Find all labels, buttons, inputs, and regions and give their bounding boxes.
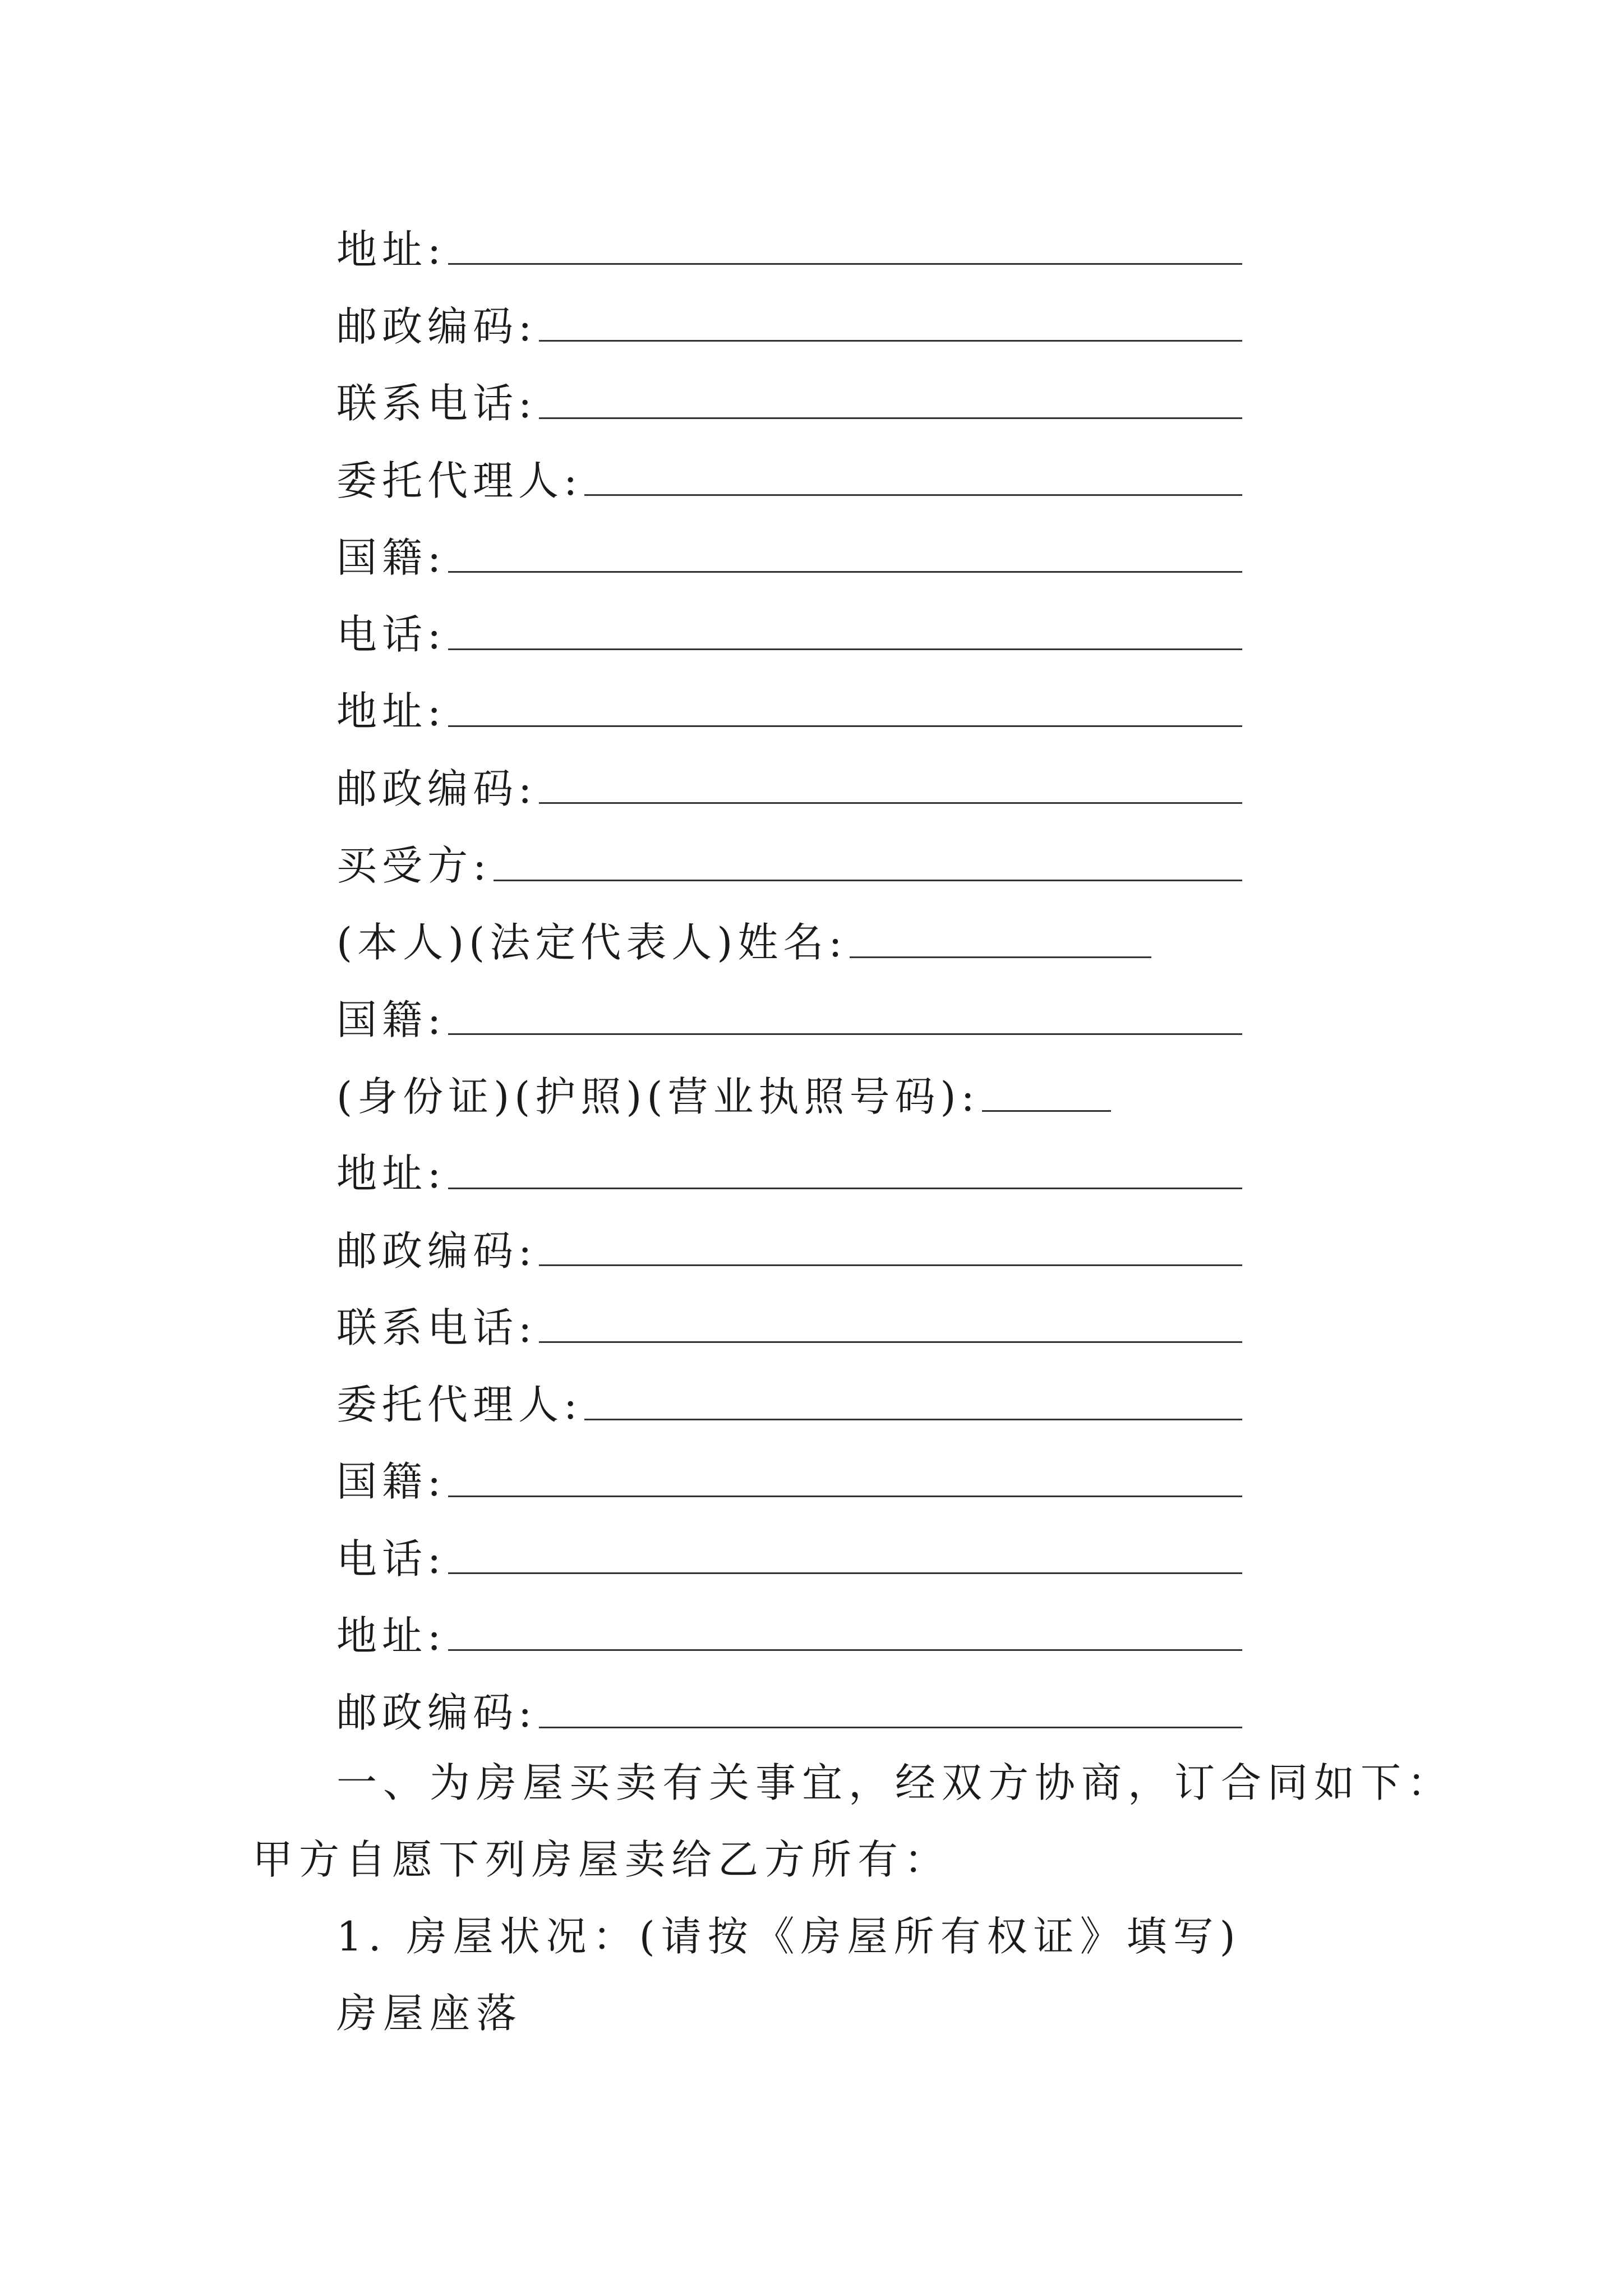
form-field-row (336, 1671, 1242, 1748)
form-field-label: 买受方: (336, 842, 492, 890)
form-field-label: 委托代理人: (336, 1381, 583, 1429)
fill-in-blank-line (539, 1691, 1242, 1728)
clause-intro-line1: 一、为房屋买卖有关事宜，经双方协商，订合同如下： (336, 1759, 1454, 1806)
form-field-label: 委托代理人: (336, 457, 583, 504)
fill-in-blank-line (448, 1613, 1242, 1651)
form-field-label: 邮政编码: (336, 1227, 537, 1274)
form-field-label: 地址: (336, 1150, 446, 1198)
fill-in-blank-line (982, 1074, 1111, 1112)
form-field-row (336, 1055, 1242, 1131)
form-field-row (336, 1132, 1242, 1209)
form-field-label: 邮政编码: (336, 302, 537, 350)
fill-in-blank-line (584, 1383, 1242, 1420)
fill-in-blank-line (539, 1228, 1242, 1266)
form-field-row (336, 516, 1242, 592)
form-field-row (336, 747, 1242, 823)
form-field-list (336, 208, 1242, 1748)
fill-in-blank-line (448, 1536, 1242, 1574)
form-field-row (336, 978, 1242, 1055)
form-field-label: 地址: (336, 226, 446, 273)
fill-in-blank-line (584, 458, 1242, 496)
fill-in-blank-line (539, 304, 1242, 342)
fill-in-blank-line (539, 381, 1242, 419)
form-field-row (336, 284, 1242, 361)
house-location-label: 房屋座落 (336, 1990, 523, 2037)
item-1-house-status: 1. 房屋状况：(请按《房屋所有权证》填写) (336, 1913, 1242, 1960)
fill-in-blank-line (448, 227, 1242, 265)
form-field-row (336, 1594, 1242, 1671)
fill-in-blank-line (539, 766, 1242, 804)
form-field-row (336, 1517, 1242, 1594)
form-field-row (336, 823, 1242, 900)
form-field-label: (本人)(法定代表人)姓名: (336, 919, 847, 967)
form-field-label: 地址: (336, 1612, 446, 1659)
form-field-row (336, 1209, 1242, 1286)
form-field-row (336, 1363, 1242, 1439)
form-field-label: 国籍: (336, 996, 446, 1043)
form-field-label: 国籍: (336, 1458, 446, 1506)
fill-in-blank-line (494, 844, 1242, 881)
fill-in-blank-line (448, 689, 1242, 727)
form-field-row (336, 592, 1242, 669)
form-field-row (336, 1440, 1242, 1517)
form-field-label: 电话: (336, 611, 446, 659)
fill-in-blank-line (448, 1460, 1242, 1497)
fill-in-blank-line (448, 613, 1242, 650)
form-field-label: 地址: (336, 688, 446, 735)
fill-in-blank-line (448, 535, 1242, 573)
fill-in-blank-line (539, 1305, 1242, 1343)
form-field-label: (身份证)(护照)(营业执照号码): (336, 1073, 980, 1120)
form-field-label: 国籍: (336, 533, 446, 581)
form-field-row (336, 901, 1242, 978)
form-field-row (336, 439, 1242, 516)
fill-in-blank-line (850, 921, 1151, 958)
form-field-row (336, 670, 1242, 747)
form-field-label: 联系电话: (336, 380, 537, 427)
form-field-label: 电话: (336, 1535, 446, 1582)
clause-intro-line2: 甲方自愿下列房屋卖给乙方所有： (252, 1836, 951, 1883)
form-field-label: 邮政编码: (336, 1689, 537, 1737)
form-field-row (336, 1286, 1242, 1363)
form-field-row (336, 362, 1242, 439)
form-field-label: 联系电话: (336, 1304, 537, 1351)
fill-in-blank-line (448, 1152, 1242, 1189)
form-field-label: 邮政编码: (336, 765, 537, 812)
form-field-row (336, 208, 1242, 284)
fill-in-blank-line (448, 997, 1242, 1035)
